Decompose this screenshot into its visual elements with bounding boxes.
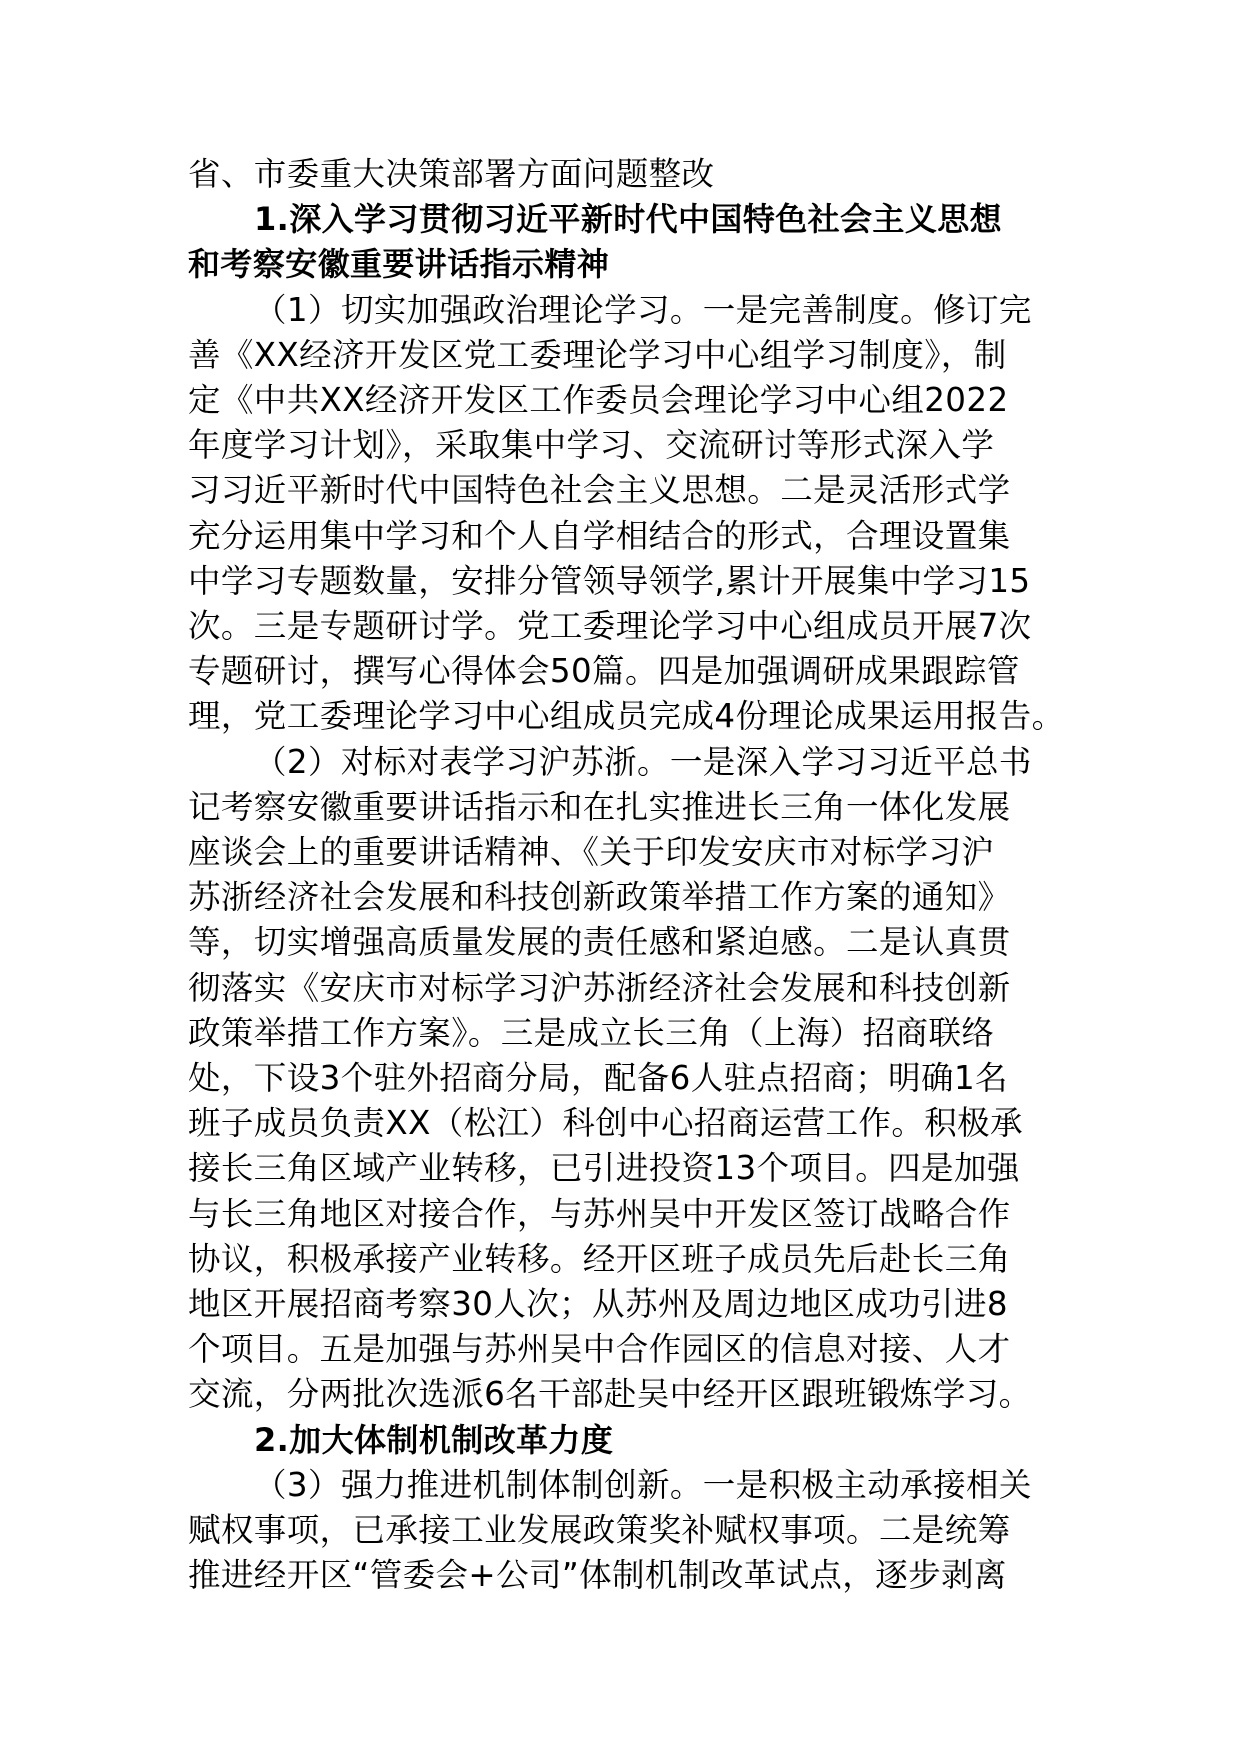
paragraph-2-line: 交流，分两批次选派6名干部赴吴中经开区跟班锻炼学习。 — [188, 1375, 1032, 1414]
paragraph-2-line: 个项目。五是加强与苏州吴中合作园区的信息对接、人才 — [188, 1330, 1011, 1369]
section-title: 省、市委重大决策部署方面问题整改 — [188, 155, 715, 193]
paragraph-3-line: （3）强力推进机制体制创新。一是积极主动承接相关 — [254, 1465, 1032, 1504]
paragraph-2-line: 政策举措工作方案》。三是成立长三角（上海）招商联络 — [188, 1013, 995, 1052]
paragraph-2-line: 苏浙经济社会发展和科技创新政策举措工作方案的通知》 — [188, 878, 1011, 917]
heading-2: 2.加大体制机制改革力度 — [254, 1420, 614, 1459]
paragraph-2-line: 班子成员负责XX（松江）科创中心招商运营工作。积极承 — [188, 1104, 1023, 1143]
paragraph-2-line: 彻落实《安庆市对标学习沪苏浙经济社会发展和科技创新 — [188, 968, 1011, 1007]
paragraph-2-line: 地区开展招商考察30人次；从苏州及周边地区成功引进8 — [188, 1285, 1008, 1324]
document-page — [188, 152, 1068, 1599]
paragraph-1-line: 定《中共XX经济开发区工作委员会理论学习中心组2022 — [188, 381, 1009, 420]
paragraph-2-line: 等，切实增强高质量发展的责任感和紧迫感。二是认真贯 — [188, 923, 1011, 962]
paragraph-1-line: 次。三是专题研讨学。党工委理论学习中心组成员开展7次 — [188, 607, 1032, 646]
paragraph-2-line: 接长三角区域产业转移，已引进投资13个项目。四是加强 — [188, 1149, 1020, 1188]
paragraph-1-line: 年度学习计划》，采取集中学习、交流研讨等形式深入学 — [188, 426, 995, 465]
paragraph-1-line: 习习近平新时代中国特色社会主义思想。二是灵活形式学 — [188, 471, 1011, 510]
heading-1-line-1: 1.深入学习贯彻习近平新时代中国特色社会主义思想 — [254, 200, 1003, 239]
paragraph-2-line: 与长三角地区对接合作，与苏州吴中开发区签订战略合作 — [188, 1194, 1011, 1233]
paragraph-1-line: 理，党工委理论学习中心组成员完成4份理论成果运用报告。 — [188, 697, 1065, 736]
paragraph-1-line: 充分运用集中学习和个人自学相结合的形式，合理设置集 — [188, 516, 1011, 555]
paragraph-1-line: （1）切实加强政治理论学习。一是完善制度。修订完 — [254, 290, 1032, 329]
paragraph-1-line: 专题研讨，撰写心得体会50篇。四是加强调研成果跟踪管 — [188, 652, 1020, 691]
paragraph-3-line: 赋权事项，已承接工业发展政策奖补赋权事项。二是统筹 — [188, 1511, 1011, 1550]
paragraph-2-line: 处，下设3个驻外招商分局，配备6人驻点招商；明确1名 — [188, 1059, 1008, 1098]
paragraph-3-line: 推进经开区“管委会+公司”体制机制改革试点，逐步剥离 — [188, 1556, 1007, 1595]
paragraph-1-line: 中学习专题数量，安排分管领导领学,累计开展集中学习15 — [188, 561, 1031, 600]
paragraph-2-line: 座谈会上的重要讲话精神、《关于印发安庆市对标学习沪 — [188, 833, 995, 872]
paragraph-2-line: 记考察安徽重要讲话指示和在扎实推进长三角一体化发展 — [188, 787, 1011, 826]
paragraph-1-line: 善《XX经济开发区党工委理论学习中心组学习制度》，制 — [188, 335, 1007, 374]
paragraph-2-line: （2）对标对表学习沪苏浙。一是深入学习习近平总书 — [254, 742, 1032, 781]
heading-1-line-2: 和考察安徽重要讲话指示精神 — [188, 245, 610, 284]
paragraph-2-line: 协议，积极承接产业转移。经开区班子成员先后赴长三角 — [188, 1239, 1011, 1278]
